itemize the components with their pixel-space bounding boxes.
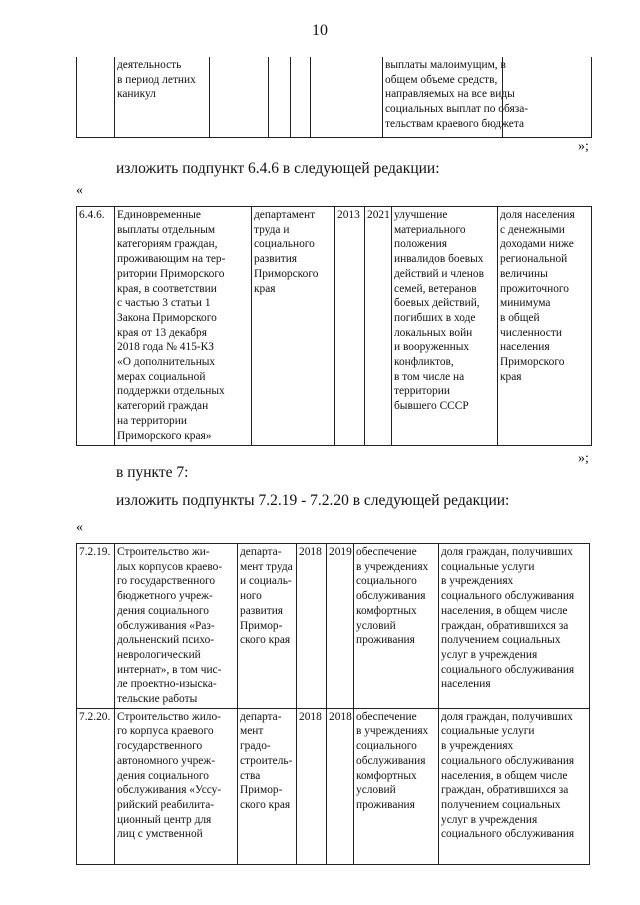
cell-line: условий	[356, 784, 396, 797]
cell-line: численности	[500, 326, 562, 339]
cell-line: строитель-	[240, 754, 293, 767]
cell-line: обеспечение	[356, 546, 417, 558]
measure-name	[115, 708, 238, 864]
cell-line: конфликтов,	[394, 356, 454, 369]
cell-executor	[210, 57, 269, 137]
start-year: 2013	[335, 207, 365, 446]
cell-line: ритории Приморского	[117, 267, 225, 280]
cell-line: в период летних	[117, 73, 196, 86]
cell-line: региональной	[500, 253, 568, 266]
continuation-table	[76, 57, 592, 138]
cell-line: граждан, обратившихся за	[441, 784, 569, 797]
cell-line: величины	[500, 267, 548, 280]
cell-line: департамент	[254, 209, 316, 221]
cell-line: на территории	[117, 414, 187, 427]
cell-line: населения	[441, 678, 491, 691]
table-row	[77, 544, 590, 709]
cell-line: категорий граждан	[117, 400, 209, 413]
indicator	[439, 544, 590, 709]
cell-start	[269, 57, 291, 137]
table-row	[77, 708, 590, 864]
cell-line: общем объеме средств,	[385, 73, 498, 86]
cell-end	[291, 57, 311, 137]
cell-line: обслуживания	[356, 590, 426, 603]
cell-line: мент труда	[240, 560, 293, 573]
end-year: 2019	[327, 544, 354, 709]
cell-line: доходами ниже	[500, 238, 574, 251]
cell-num	[77, 57, 115, 137]
cell-line: каникул	[117, 88, 156, 101]
table-72	[76, 543, 590, 865]
cell-line: комфортных	[356, 769, 417, 782]
cell-line: социального обслуживания	[441, 590, 575, 603]
cell-line: государственного	[117, 740, 203, 753]
cell-line: дения социального	[117, 604, 209, 617]
cell-line: дения социального	[117, 769, 209, 782]
close-quote: »;	[578, 139, 589, 154]
cell-line: выплаты малоимущим, в	[385, 59, 506, 71]
cell-line: с денежными	[500, 223, 565, 236]
cell-line: социального обслуживания	[441, 754, 575, 767]
expected-result	[354, 708, 439, 864]
cell-line: проживания	[356, 634, 415, 647]
cell-line: в учреждениях	[441, 575, 514, 588]
cell-line: социальные услуги	[441, 560, 535, 573]
cell-line: социального	[356, 740, 417, 753]
cell-line: улучшение	[394, 209, 448, 221]
instruction-paragraph: изложить подпункт 6.4.6 в следующей редакции:	[116, 160, 440, 177]
cell-line: департа-	[240, 546, 282, 558]
cell-line: Примор-	[240, 619, 283, 632]
cell-line: доля граждан, получивших	[441, 546, 573, 558]
cell-line: дольненский психо-	[117, 634, 215, 647]
cell-line: Строительство жи-	[117, 546, 210, 558]
cell-line: в учреждениях	[441, 740, 514, 753]
executor	[238, 708, 297, 864]
cell-line: деятельность	[117, 59, 182, 71]
executor	[252, 207, 335, 446]
cell-line: Приморского	[500, 356, 565, 369]
cell-line: края, в соответствии	[117, 282, 217, 295]
end-year: 2021	[365, 207, 392, 446]
row-number: 7.2.20.	[77, 708, 115, 864]
cell-line: го государственного	[117, 575, 216, 588]
cell-activity	[115, 57, 210, 137]
cell-line: тельские работы	[117, 693, 198, 706]
cell-line: доля населения	[500, 209, 575, 221]
row-number: 7.2.19.	[77, 544, 115, 709]
cell-line: Приморского	[254, 267, 319, 280]
cell-line: мент	[240, 725, 264, 738]
cell-line: погибших в ходе	[394, 311, 476, 324]
cell-line: лиц с умственной	[117, 828, 203, 841]
cell-line: обслуживания	[356, 754, 426, 767]
cell-line: ского края	[240, 634, 291, 647]
measure-name	[115, 544, 238, 709]
open-quote: «	[76, 183, 83, 198]
cell-line: и вооруженных	[394, 341, 470, 354]
end-year: 2018	[327, 708, 354, 864]
cell-line: автономного учреж-	[117, 754, 216, 767]
cell-line: выплаты отдельным	[117, 223, 216, 236]
cell-line: территории	[394, 385, 450, 398]
cell-line: проживающим на тер-	[117, 253, 226, 266]
cell-line: ного	[240, 590, 262, 603]
cell-line: интернат», в том чис-	[117, 663, 222, 676]
cell-line: социального	[254, 238, 315, 251]
cell-line: категориям граждан,	[117, 238, 218, 251]
cell-line: Закона Приморского	[117, 311, 217, 324]
cell-line: комфортных	[356, 604, 417, 617]
cell-line: го корпуса краевого	[117, 725, 214, 738]
cell-line: Примор-	[240, 784, 283, 797]
cell-line: труда и	[254, 223, 290, 236]
cell-line: услуг в учреждения	[441, 813, 538, 826]
cell-blank	[311, 57, 383, 137]
cell-line: социального обслуживания	[441, 828, 575, 841]
instruction-paragraph: в пункте 7:	[116, 464, 189, 481]
instruction-paragraph: изложить подпункты 7.2.19 - 7.2.20 в следующей редакции:	[116, 492, 510, 509]
cell-line: обслуживания «Уссу-	[117, 784, 222, 797]
cell-line: боевых действий,	[394, 297, 480, 310]
cell-line: получением социальных	[441, 798, 561, 811]
expected-result	[392, 207, 498, 446]
cell-line: получением социальных	[441, 634, 561, 647]
cell-line: ле проектно-изыска-	[117, 678, 217, 691]
table-646	[76, 206, 592, 446]
cell-line: края	[254, 282, 276, 295]
cell-line: мерах социальной	[117, 370, 206, 383]
cell-line: материального	[394, 223, 466, 236]
cell-line: прожиточного	[500, 282, 569, 295]
cell-line: проживания	[356, 798, 415, 811]
cell-line: услуг в учреждения	[441, 648, 538, 661]
cell-line: социального	[356, 575, 417, 588]
indicator	[439, 708, 590, 864]
cell-line: социального обслуживания	[441, 663, 575, 676]
cell-line: края от 13 декабря	[117, 326, 207, 339]
cell-line: в учреждениях	[356, 725, 429, 738]
cell-line: семей, ветеранов	[394, 282, 477, 295]
cell-line: направляемых на все виды	[385, 88, 515, 101]
cell-line: Приморского края»	[117, 429, 212, 442]
cell-line: ционный центр для	[117, 813, 212, 826]
cell-line: поддержки отдельных	[117, 385, 225, 398]
cell-line: лых корпусов краево-	[117, 560, 223, 573]
cell-line: обеспечение	[356, 710, 417, 723]
cell-line: «О дополнительных	[117, 356, 216, 369]
cell-line: бюджетного учреж-	[117, 590, 213, 603]
row-number: 6.4.6.	[77, 207, 115, 446]
cell-line: Единовременные	[117, 209, 201, 221]
start-year: 2018	[297, 544, 327, 709]
cell-line: граждан, обратившихся за	[441, 619, 569, 632]
cell-line: в учреждениях	[356, 560, 429, 573]
cell-line: департа-	[240, 710, 282, 723]
cell-line: минимума	[500, 297, 551, 310]
cell-line: 2018 года № 415-КЗ	[117, 341, 214, 354]
cell-line: условий	[356, 619, 396, 632]
cell-line: инвалидов боевых	[394, 253, 484, 266]
cell-line: рийский реабилита-	[117, 798, 215, 811]
cell-line: населения, в общем числе	[441, 769, 568, 782]
cell-line: развития	[254, 253, 298, 266]
cell-line: неврологический	[117, 648, 201, 661]
cell-line: доля граждан, получивших	[441, 710, 573, 723]
cell-line: положения	[394, 238, 447, 251]
cell-line: Строительство жило-	[117, 710, 221, 723]
cell-line: с частью 3 статьи 1	[117, 297, 211, 310]
cell-line: социальных выплат по обяза-	[385, 103, 529, 116]
expected-result	[354, 544, 439, 709]
cell-line: тельствам краевого бюджета	[385, 117, 525, 130]
cell-line: развития	[240, 604, 284, 617]
cell-line: бывшего СССР	[394, 400, 469, 413]
cell-line: в общей	[500, 311, 540, 324]
cell-line: населения, в общем числе	[441, 604, 568, 617]
cell-line: социальные услуги	[441, 725, 535, 738]
indicator	[498, 207, 592, 446]
cell-line: градо-	[240, 740, 271, 753]
measure-name	[115, 207, 252, 446]
open-quote: «	[76, 520, 83, 535]
executor	[238, 544, 297, 709]
cell-line: ства	[240, 769, 261, 782]
close-quote: »;	[578, 451, 589, 466]
cell-line: в том числе на	[394, 370, 465, 383]
cell-line: края	[500, 370, 522, 383]
page-number: 10	[312, 22, 328, 39]
cell-line: действий и членов	[394, 267, 484, 280]
cell-line: и социаль-	[240, 575, 292, 588]
start-year: 2018	[297, 708, 327, 864]
cell-indicator	[383, 57, 529, 137]
cell-line: ского края	[240, 798, 291, 811]
cell-line: локальных войн	[394, 326, 473, 339]
cell-line: обслуживания «Раз-	[117, 619, 215, 632]
cell-line: населения	[500, 341, 550, 354]
